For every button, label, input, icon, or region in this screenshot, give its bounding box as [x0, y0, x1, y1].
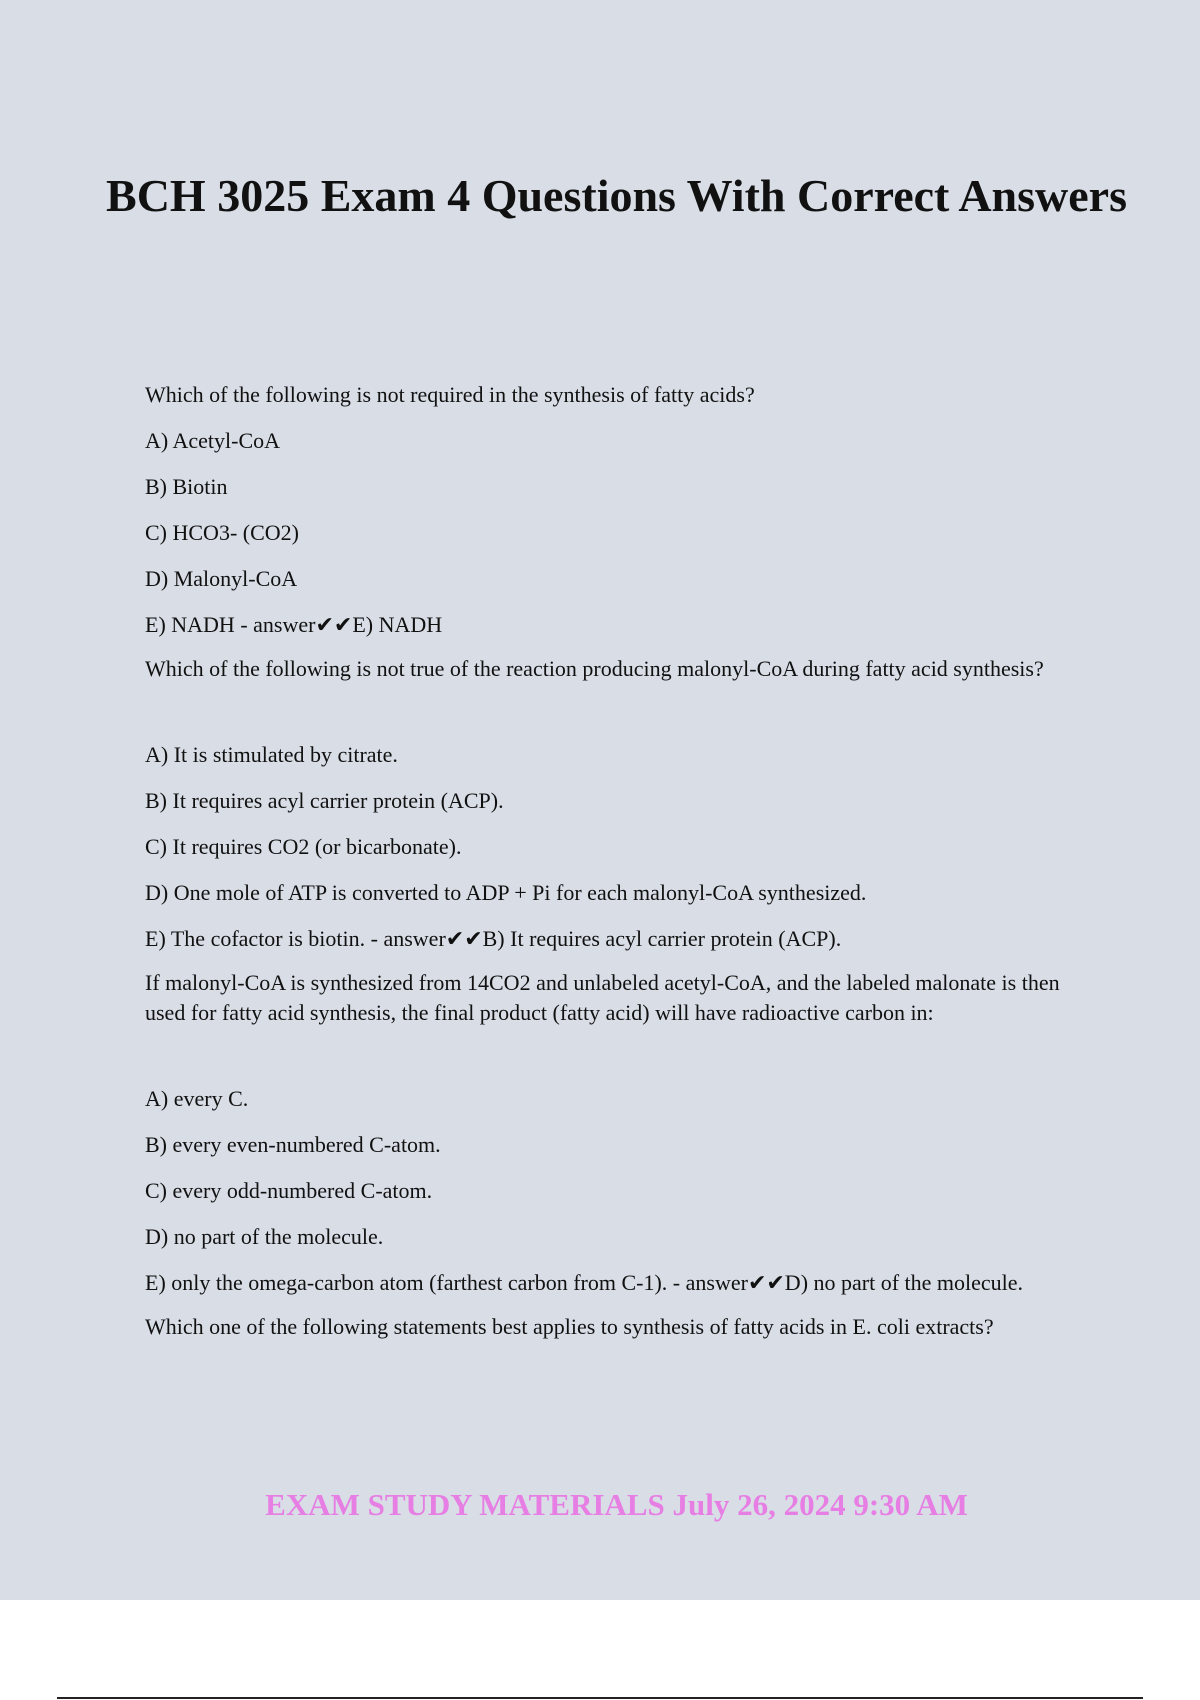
answer-option-with-answer: E) The cofactor is biotin. - answer✔✔B) It requires acyl carrier protein (ACP). — [145, 926, 842, 951]
answer-option: C) every odd-numbered C-atom. — [145, 1178, 433, 1203]
answer-option: A) It is stimulated by citrate. — [145, 742, 398, 767]
answer-option: A) every C. — [145, 1086, 249, 1111]
footer-stamp: EXAM STUDY MATERIALS July 26, 2024 9:30 AM — [265, 1487, 968, 1522]
question-text: Which of the following is not required in the synthesis of fatty acids? — [145, 382, 755, 407]
answer-option: A) Acetyl-CoA — [145, 428, 281, 453]
question-text: Which of the following is not true of the reaction producing malonyl-CoA during fatty acid synthesis? — [145, 656, 1044, 681]
answer-option: B) It requires acyl carrier protein (ACP). — [145, 788, 504, 813]
answer-option-with-answer: E) only the omega-carbon atom (farthest carbon from C-1). - answer✔✔D) no part of the molecule. — [145, 1270, 1024, 1295]
question-text: Which one of the following statements best applies to synthesis of fatty acids in E. coli extracts? — [145, 1314, 994, 1339]
answer-option: D) no part of the molecule. — [145, 1224, 384, 1249]
answer-option: C) HCO3- (CO2) — [145, 520, 299, 545]
answer-option: B) every even-numbered C-atom. — [145, 1132, 441, 1157]
answer-option: D) Malonyl-CoA — [145, 566, 298, 591]
answer-option: B) Biotin — [145, 474, 228, 499]
page-divider — [57, 1697, 1143, 1699]
question-text: If malonyl-CoA is synthesized from 14CO2 and unlabeled acetyl-CoA, and the labeled malonate is then used for fatty acid synthesis, the final product (fatty acid) will have radioactive carbon in: — [145, 970, 1060, 1025]
answer-option: D) One mole of ATP is converted to ADP + Pi for each malonyl-CoA synthesized. — [145, 880, 867, 905]
answer-option-with-answer: E) NADH - answer✔✔E) NADH — [145, 612, 443, 637]
question-list — [145, 380, 1090, 1358]
answer-option: C) It requires CO2 (or bicarbonate). — [145, 834, 462, 859]
document-title: BCH 3025 Exam 4 Questions With Correct Answers — [106, 170, 1127, 221]
